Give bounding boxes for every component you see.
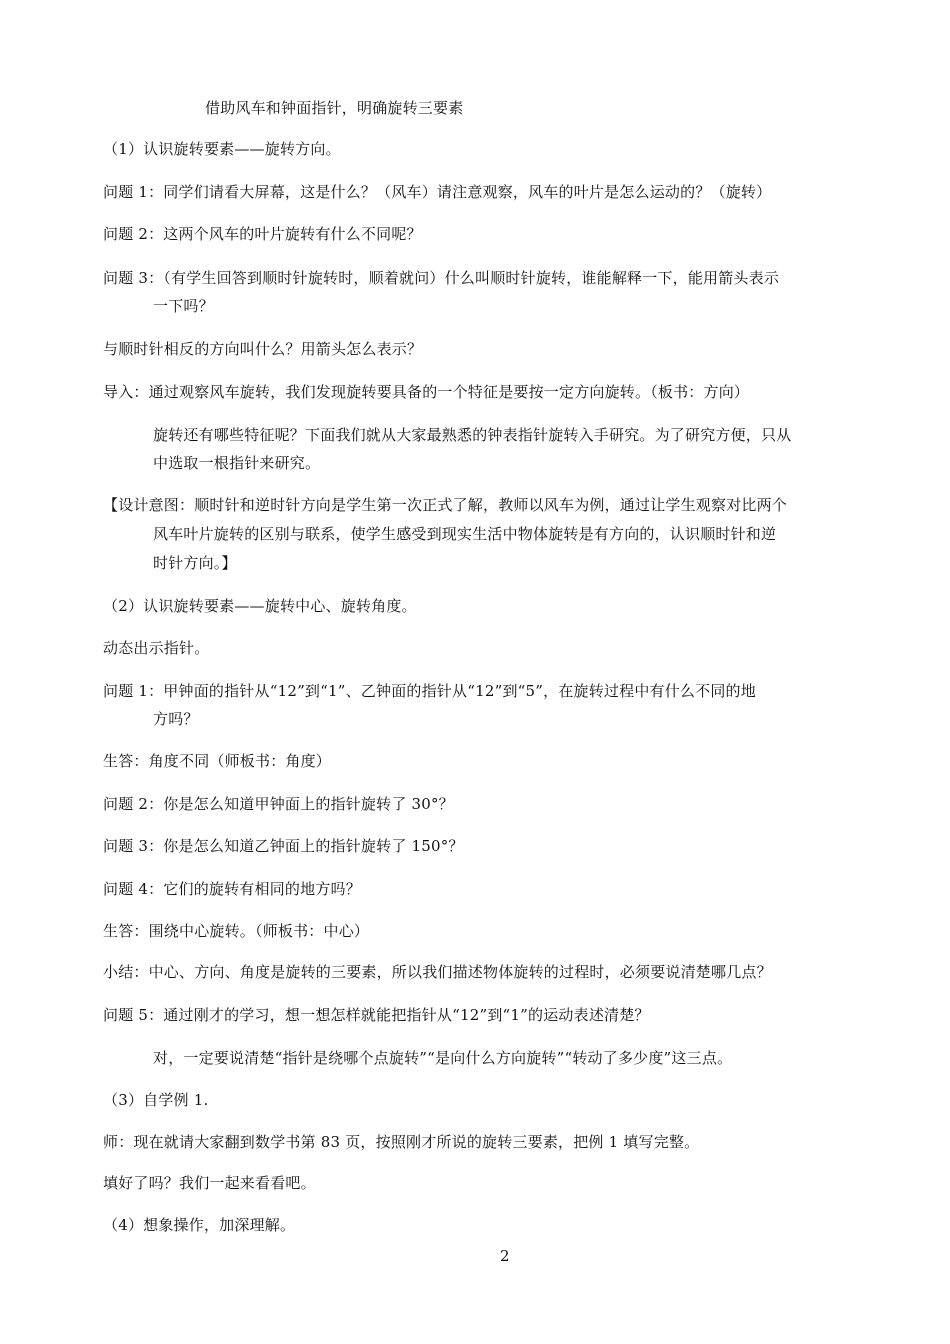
check-together-line: 填好了吗？我们一起来看看吧。 — [103, 1174, 316, 1192]
introduction-line: 导入：通过观察风车旋转，我们发现旋转要具备的一个特征是要按一定方向旋转。（板书：方向） — [103, 383, 750, 401]
paragraph-line-2: 中选取一根指针来研究。 — [153, 454, 321, 472]
design-intent-line-2: 风车叶片旋转的区别与联系，使学生感受到现实生活中物体旋转是有方向的，认识顺时针和逆 — [153, 525, 777, 543]
three-points-line: 对，一定要说清楚“指针是绕哪个点旋转”“是向什么方向旋转”“转动了多少度”这三点。 — [153, 1049, 733, 1067]
page-number: 2 — [500, 1247, 510, 1265]
student-answer-angle: 生答：角度不同（师板书：角度） — [103, 752, 332, 770]
clock-question-5: 问题 5：通过刚才的学习，想一想怎样就能把指针从“12”到“1”的运动表述清楚？ — [103, 1006, 650, 1024]
student-answer-center: 生答：围绕中心旋转。（师板书：中心） — [103, 922, 370, 940]
clock-question-3: 问题 3：你是怎么知道乙钟面上的指针旋转了 150°？ — [103, 837, 464, 855]
question-2: 问题 2：这两个风车的叶片旋转有什么不同呢？ — [103, 225, 422, 243]
clock-question-2: 问题 2：你是怎么知道甲钟面上的指针旋转了 30°？ — [103, 795, 454, 813]
question-3: 问题 3：（有学生回答到顺时针旋转时，顺着就问）什么叫顺时针旋转，谁能解释一下，能用箭头表示 — [103, 269, 780, 287]
design-intent-line-3: 时针方向。】 — [153, 554, 237, 572]
self-study-heading: （3）自学例 1. — [103, 1091, 209, 1109]
teacher-instruction: 师：现在就请大家翻到数学书第 83 页，按照刚才所说的旋转三要素，把例 1 填写完整。 — [103, 1133, 700, 1151]
dynamic-pointer-line: 动态出示指针。 — [103, 639, 210, 657]
clock-question-1: 问题 1：甲钟面的指针从“12”到“1”、乙钟面的指针从“12”到“5”，在旋转过程中有什么不同的地 — [103, 682, 756, 700]
paragraph-line-1: 旋转还有哪些特征呢？下面我们就从大家最熟悉的钟表指针旋转入手研究。为了研究方便，只从 — [153, 426, 792, 444]
question-3-continued: 一下吗？ — [153, 297, 214, 315]
subheading-direction: （1）认识旋转要素——旋转方向。 — [103, 140, 341, 158]
subheading-center-angle: （2）认识旋转要素——旋转中心、旋转角度。 — [103, 597, 417, 615]
imagine-operation-heading: （4）想象操作，加深理解。 — [103, 1216, 296, 1234]
summary-line: 小结：中心、方向、角度是旋转的三要素，所以我们描述物体旋转的过程时，必须要说清楚哪几点？ — [103, 963, 772, 981]
section-heading: 借助风车和钟面指针，明确旋转三要素 — [205, 99, 464, 117]
clock-question-4: 问题 4：它们的旋转有相同的地方吗？ — [103, 880, 361, 898]
clock-question-1-continued: 方吗？ — [153, 710, 199, 728]
reverse-direction-question: 与顺时针相反的方向叫什么？用箭头怎么表示？ — [103, 340, 423, 358]
design-intent-line-1: 【设计意图：顺时针和逆时针方向是学生第一次正式了解，教师以风车为例，通过让学生观察对比两个 — [103, 496, 788, 514]
question-1: 问题 1：同学们请看大屏幕，这是什么？（风车）请注意观察，风车的叶片是怎么运动的？（旋转） — [103, 183, 772, 201]
